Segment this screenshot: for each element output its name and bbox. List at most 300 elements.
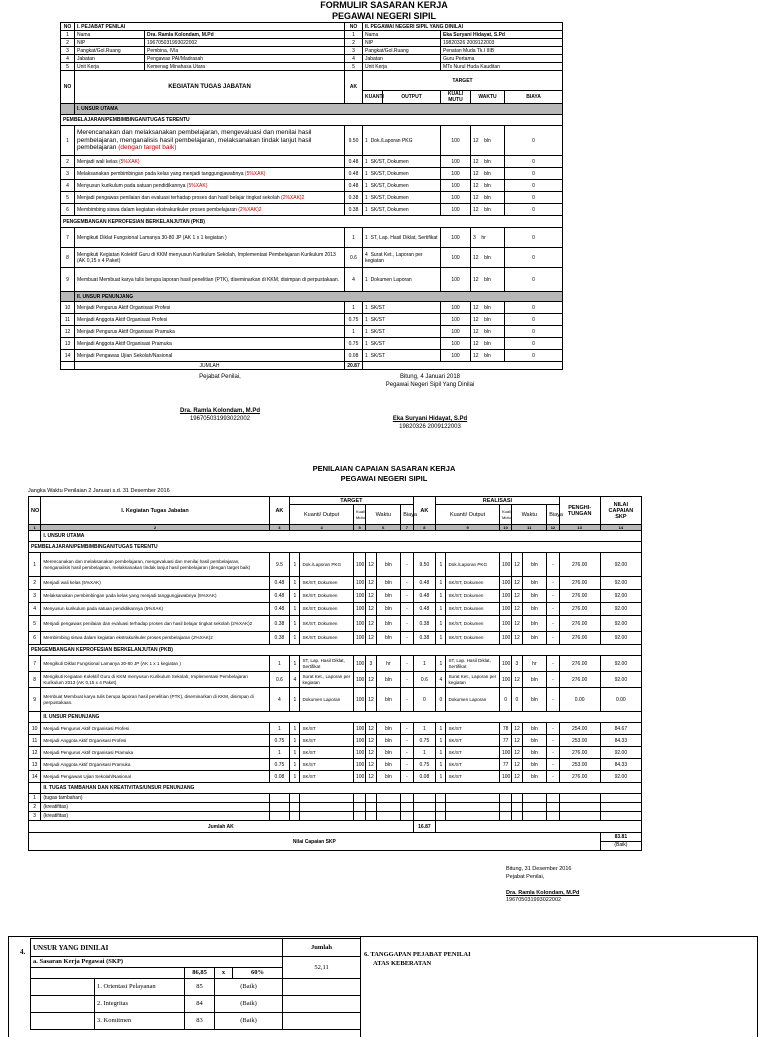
signature-right-name: Eka Suryani Hidayat, S.Pd [392, 416, 468, 422]
penilaian-rb: - [547, 590, 559, 603]
penilaian-subtitle: PEGAWAI NEGERI SIPIL [340, 474, 428, 483]
penilaian-row [29, 632, 642, 645]
task-kegiatan [75, 228, 345, 248]
task-mutu: 100 [441, 156, 471, 168]
penilaian-rwu: bln [522, 723, 547, 735]
pegawai-value: MTs Nurul Huda Kauditan [441, 63, 563, 71]
penilaian-o: SK/ST, Dokumen [300, 577, 353, 590]
penilaian-rwu: bln [522, 688, 547, 712]
penilaian-rm: 100 [499, 672, 511, 688]
task-no: 10 [61, 302, 75, 314]
penilaian-rb: - [547, 656, 559, 672]
task-waktu [471, 228, 505, 248]
extra-empty [376, 803, 401, 812]
penilaian-m: 100 [353, 735, 365, 747]
penilaian-p: 254.00 [559, 723, 600, 735]
penilaian-rwu: bln [522, 553, 547, 577]
unsur-item-value: 85 [185, 979, 215, 996]
task-no: 12 [61, 326, 75, 338]
extra-empty [446, 803, 499, 812]
task-row [61, 314, 563, 326]
task-waktu-unit: bln [484, 304, 491, 311]
penilaian-rq: 1 [436, 603, 446, 616]
penilaian-ro: Surat Ket., Laporan per kegiatan [446, 672, 499, 688]
penilaian-o: SK/ST [300, 771, 353, 783]
penilaian-w: 12 [366, 735, 376, 747]
col-kuanti: KUANTI [363, 91, 383, 104]
extra-empty [499, 803, 511, 812]
task-biaya: 0 [505, 180, 563, 192]
signature-right-date: Bitung, 4 Januari 2018 [399, 374, 461, 380]
identity-row [61, 55, 563, 63]
penilaian-w: 12 [366, 632, 376, 645]
pejabat-value: Kemenag Minahasa Utara [145, 63, 345, 71]
extra-empty [547, 794, 559, 803]
unsur-item-grade: (Baik) [215, 1013, 283, 1030]
penilaian-rw: 12 [512, 632, 522, 645]
pejabat-value: Pembina, IVla [145, 47, 345, 55]
task-waktu [471, 302, 505, 314]
penilaian-k: Mengikuti Diklat Fungsional Lamanya 30-80 JP (AK 1 x 1 kegiatan ) [41, 656, 269, 672]
penilaian-wu: bln [376, 632, 401, 645]
task-ak: 9.50 [345, 126, 363, 156]
penilaian-m: 100 [353, 632, 365, 645]
task-row [61, 302, 563, 314]
penilaian-rwu: bln [522, 577, 547, 590]
penilaian-rb: - [547, 688, 559, 712]
penilaian-ro: SK/ST, Dokumen [446, 616, 499, 632]
penilaian-m: 100 [353, 747, 365, 759]
penilaian-m: 100 [353, 577, 365, 590]
penilaian-row [29, 747, 642, 759]
penilaian-ak: 1 [269, 723, 290, 735]
penilaian-k: Merencanakan dan melaksanakan pembelajaran, mengevaluasi dan menilai hasil pembelajaran, menganalisis hasil pembelajaran, melaksanakan tindak lanjut hasil pembelajaran (dengan target baik) [41, 553, 269, 577]
penilaian-o: SK/ST, Dokumen [300, 603, 353, 616]
col-target: TARGET [363, 71, 563, 91]
penilaian-ro: ST, Lap. Hasil Diklat, Sertifikat [446, 656, 499, 672]
task-row [61, 350, 563, 362]
task-waktu-value: 12 [473, 276, 479, 283]
extra-no: 2 [29, 803, 41, 812]
penilaian-rw: 12 [512, 723, 522, 735]
penilaian-rb: - [547, 672, 559, 688]
identity-row [61, 63, 563, 71]
extra-empty [559, 812, 600, 821]
penilaian-rw: 12 [512, 672, 522, 688]
extra-empty [401, 812, 413, 821]
penilaian-no: 10 [29, 723, 41, 735]
unsur-item-grade: (Baik) [215, 996, 283, 1013]
penilaian-p: 0.00 [559, 688, 600, 712]
penilaian-no: 4 [29, 603, 41, 616]
task-waktu [471, 248, 505, 268]
extra-empty [559, 803, 600, 812]
extra-row [29, 812, 642, 821]
p-header-no: NO [29, 497, 41, 525]
signature-left-nip: 196705031993022002 [189, 416, 251, 422]
task-biaya: 0 [505, 192, 563, 204]
p-sig-nip: 196705031993022002 [506, 897, 562, 903]
col-mutu: KUALI MUTU [441, 91, 471, 104]
penilaian-rwu: bln [522, 747, 547, 759]
task-kegiatan-text: Menjadi pengawas penilaian dan evaluasi terhadap proses dan hasil belajar tingkat sekolah [77, 194, 280, 201]
penilaian-row [29, 603, 642, 616]
penilaian-title: PENILAIAN CAPAIAN SASARAN KERJA [312, 464, 456, 473]
penilaian-p: 276.00 [559, 656, 600, 672]
column-number: 12 [547, 525, 559, 531]
penilaian-row [29, 656, 642, 672]
task-kegiatan-text: Menjadi wali kelas [77, 158, 118, 165]
penilaian-ak: 0.75 [269, 759, 290, 771]
task-no: 7 [61, 228, 75, 248]
task-ak-note: (5%XAK) [244, 170, 266, 177]
penilaian-b: - [401, 577, 413, 590]
task-row [61, 228, 563, 248]
penilaian-rwu: bln [522, 672, 547, 688]
jumlah-label: JUMLAH [75, 362, 345, 370]
p-nilai-grade: (Baik) [614, 842, 628, 848]
extra-label: (tugas tambahan) [41, 794, 269, 803]
penilaian-rwu: bln [522, 735, 547, 747]
p-header-ak: AK [269, 497, 290, 525]
task-waktu-unit: bln [484, 170, 491, 177]
penilaian-ro: Dokumen Laporan [446, 688, 499, 712]
penilaian-q: 1 [290, 590, 300, 603]
task-biaya: 0 [505, 326, 563, 338]
p-header-kegiatan: I. Kegiatan Tugas Jabatan [41, 497, 269, 525]
task-waktu-unit: bln [484, 276, 491, 283]
p-sig-date: Bitung, 31 Desember 2016 [506, 866, 572, 872]
penilaian-k: Menjadi pengawas penilaian dan evaluasi terhadap proses dan hasil belajar tingkat sekolah (2%XAK)2 [41, 616, 269, 632]
task-kegiatan [75, 338, 345, 350]
penilaian-rm: 100 [499, 632, 511, 645]
extra-empty [512, 803, 522, 812]
pegawai-no: 2 [345, 39, 363, 47]
task-ak: 0.6 [345, 248, 363, 268]
penilaian-p: 276.00 [559, 672, 600, 688]
penilaian-q: 1 [290, 759, 300, 771]
task-biaya: 0 [505, 268, 563, 292]
penilaian-n: 92.00 [600, 603, 641, 616]
penilaian-rak: 0 [413, 688, 436, 712]
task-no: 3 [61, 168, 75, 180]
penilaian-no: 5 [29, 616, 41, 632]
pejabat-label: Pangkat/Gol.Ruang [75, 47, 145, 55]
task-waktu [471, 326, 505, 338]
header-no: NO [61, 23, 75, 31]
task-waktu [471, 126, 505, 156]
task-row [61, 326, 563, 338]
penilaian-rw: 12 [512, 616, 522, 632]
penilaian-w: 12 [366, 759, 376, 771]
task-no: 5 [61, 192, 75, 204]
task-waktu-value: 12 [473, 328, 479, 335]
extra-empty [522, 803, 547, 812]
task-ak: 1 [345, 302, 363, 314]
section-unsur-utama: I. UNSUR UTAMA [75, 104, 563, 115]
pegawai-label: NIP [363, 39, 441, 47]
penilaian-w: 12 [366, 771, 376, 783]
penilaian-wu: bln [376, 723, 401, 735]
task-kegiatan [75, 180, 345, 192]
penilaian-ak: 0.48 [269, 577, 290, 590]
extra-empty [600, 812, 641, 821]
column-number: 6 [366, 525, 401, 531]
penilaian-n: 84.67 [600, 723, 641, 735]
tanggapan-box [360, 936, 758, 1037]
task-no: 4 [61, 180, 75, 192]
p-header-nilai: NILAI CAPAIAN SKP [600, 497, 641, 525]
column-number: 4 [290, 525, 354, 531]
penilaian-p: 276.00 [559, 553, 600, 577]
penilaian-ak: 0.08 [269, 771, 290, 783]
penilaian-b: - [401, 688, 413, 712]
penilaian-k: Menjadi Pengurus Aktif Organisasi Profesi [41, 723, 269, 735]
penilaian-rw: 12 [512, 747, 522, 759]
task-mutu: 100 [441, 168, 471, 180]
penilaian-w: 3 [366, 656, 376, 672]
signature-left-title: Pejabat Penilai, [199, 374, 241, 380]
extra-no: 1 [29, 794, 41, 803]
penilaian-n: 92.00 [600, 577, 641, 590]
unsur-item-label: 3. Komitmen [95, 1013, 185, 1030]
task-row [61, 338, 563, 350]
penilaian-b: - [401, 771, 413, 783]
identity-row [61, 31, 563, 39]
penilaian-k: Menjadi Pengawas Ujian Sekolah/Nasional [41, 771, 269, 783]
penilaian-rq: 1 [436, 759, 446, 771]
penilaian-n: 92.00 [600, 632, 641, 645]
penilaian-k: Menyusun kurikulum pada satuan pendidikannya (5%XAK) [41, 603, 269, 616]
task-biaya: 0 [505, 302, 563, 314]
penilaian-no: 12 [29, 747, 41, 759]
col-kegiatan: KEGIATAN TUGAS JABATAN [75, 71, 345, 104]
task-no: 8 [61, 248, 75, 268]
header-pejabat: I. PEJABAT PENILAI [75, 23, 345, 31]
task-output-text: SK/ST, Dokumen [370, 158, 409, 165]
p-header-penghitungan: PENGHI-TUNGAN [559, 497, 600, 525]
task-waktu-value: 12 [473, 182, 479, 189]
p-header-mutu: Kual/ Mutu [353, 505, 365, 525]
penilaian-rwu: bln [522, 759, 547, 771]
penilaian-ak: 1 [269, 747, 290, 759]
extra-empty [547, 812, 559, 821]
task-no: 13 [61, 338, 75, 350]
pejabat-no: 3 [61, 47, 75, 55]
task-quantity: 1 [365, 170, 368, 177]
penilaian-no: 6 [29, 632, 41, 645]
task-ak: 4 [345, 268, 363, 292]
penilaian-b: - [401, 759, 413, 771]
penilaian-rq: 1 [436, 723, 446, 735]
unsur-jumlah: Jumlah [283, 939, 361, 957]
task-ak: 0.48 [345, 156, 363, 168]
task-kegiatan [75, 156, 345, 168]
penilaian-ak: 0.38 [269, 632, 290, 645]
extra-empty [413, 794, 436, 803]
pejabat-label: Nama [75, 31, 145, 39]
penilaian-m: 100 [353, 688, 365, 712]
penilaian-row [29, 723, 642, 735]
penilaian-b: - [401, 590, 413, 603]
task-row [61, 180, 563, 192]
penilaian-k: Membimbing siswa dalam kegiatan ekstrakurikuler proses pembelajaran (2%XAK)2 [41, 632, 269, 645]
column-number: 10 [499, 525, 511, 531]
section-pembelajaran: PEMBELAJARAN/PEMBIMBINGAN/TUGAS TERENTU [61, 115, 563, 126]
extra-empty [353, 794, 365, 803]
task-mutu: 100 [441, 126, 471, 156]
penilaian-ro: SK/ST [446, 747, 499, 759]
formulir-table [60, 22, 563, 370]
penilaian-no: 14 [29, 771, 41, 783]
penilaian-p: 253.00 [559, 735, 600, 747]
penilaian-b: - [401, 672, 413, 688]
penilaian-rb: - [547, 632, 559, 645]
p-header-biaya-2: Biaya [547, 505, 559, 525]
task-row [61, 248, 563, 268]
penilaian-no: 3 [29, 590, 41, 603]
task-quantity: 1 [365, 316, 368, 323]
p-header-waktu: Waktu [366, 505, 401, 525]
pegawai-no: 3 [345, 47, 363, 55]
p-header-biaya: Biaya [401, 505, 413, 525]
penilaian-m: 100 [353, 771, 365, 783]
pegawai-no: 1 [345, 31, 363, 39]
penilaian-n: 92.00 [600, 771, 641, 783]
unsur-item-jumlah [283, 996, 361, 1013]
task-ak-note: (5%XAK) [186, 182, 208, 189]
task-no: 6 [61, 204, 75, 216]
penilaian-rak: 0.48 [413, 577, 436, 590]
task-output-text: SK/ST, Dokumen [370, 206, 409, 213]
unsur-item-blank [31, 996, 95, 1013]
penilaian-n: 84.33 [600, 759, 641, 771]
signature-right-title: Pegawai Negeri Sipil Yang Dinilai [385, 382, 475, 388]
task-kegiatan-text: Menjadi Anggota Aktif Organisasi Pramuka [77, 340, 172, 347]
penilaian-m: 100 [353, 656, 365, 672]
column-number: 13 [559, 525, 600, 531]
penilaian-wu: bln [376, 553, 401, 577]
unsur-title: UNSUR YANG DINILAI [31, 939, 283, 957]
p-jumlah-label: Jumlah AK [29, 821, 414, 833]
task-output [363, 268, 441, 292]
task-quantity: 1 [365, 158, 368, 165]
p-header-realisasi: REALISASI [436, 497, 559, 505]
penilaian-rwu: bln [522, 590, 547, 603]
unsur-item-blank [31, 979, 95, 996]
penilaian-rq: 1 [436, 771, 446, 783]
task-ak: 0.75 [345, 338, 363, 350]
penilaian-row [29, 771, 642, 783]
task-row [61, 204, 563, 216]
task-output [363, 192, 441, 204]
penilaian-o: SK/ST [300, 759, 353, 771]
p-nilai-value: 83.81 [601, 834, 641, 842]
penilaian-rwu: hr [522, 656, 547, 672]
extra-empty [300, 803, 353, 812]
penilaian-ro: SK/ST [446, 759, 499, 771]
task-ak: 1 [345, 228, 363, 248]
penilaian-b: - [401, 747, 413, 759]
section-pkb: PENGEMBANGAN KEPROFESIAN BERKELANJUTAN (PKB) [61, 216, 563, 228]
extra-empty [366, 803, 376, 812]
unsur-no: 4. [20, 948, 26, 956]
task-row [61, 192, 563, 204]
penilaian-q: 1 [290, 735, 300, 747]
task-quantity: 1 [365, 340, 368, 347]
penilaian-k: Menjadi Anggota Aktif Organisasi Pramuka [41, 759, 269, 771]
task-kegiatan-text: Mengikuti Kegiatan Kolektif Guru di KKM menyusun Kurikulum Sekolah, Implementasi Pembelajaran Kurikulum 2013 (AK 0,15 x 4 Paket) [77, 251, 336, 264]
unsur-item-value: 84 [185, 996, 215, 1013]
penilaian-k: Menjadi Anggota Aktif Organisasi Profesi [41, 735, 269, 747]
signature-right-nip: 19820326 2009122003 [399, 424, 461, 430]
penilaian-no: 7 [29, 656, 41, 672]
penilaian-wu: bln [376, 771, 401, 783]
penilaian-rak: 0.75 [413, 759, 436, 771]
penilaian-rw: 12 [512, 603, 522, 616]
task-output [363, 204, 441, 216]
extra-empty [446, 812, 499, 821]
task-mutu: 100 [441, 248, 471, 268]
penilaian-rq: 1 [436, 735, 446, 747]
task-no: 14 [61, 350, 75, 362]
task-kegiatan-text: Membuat Membuat karya tulis berupa laporan hasil penelitian (PTK), diseminarkan di KKM, disimpan di perpustakaan. [77, 276, 340, 283]
penilaian-rak: 0.6 [413, 672, 436, 688]
penilaian-wu: bln [376, 616, 401, 632]
penilaian-b: - [401, 553, 413, 577]
task-quantity: 1 [365, 137, 368, 144]
penilaian-rw: 12 [512, 735, 522, 747]
task-ak: 0.08 [345, 350, 363, 362]
task-output [363, 338, 441, 350]
penilaian-no: 8 [29, 672, 41, 688]
extra-empty [522, 794, 547, 803]
identity-row [61, 39, 563, 47]
penilaian-w: 12 [366, 603, 376, 616]
extra-empty [353, 803, 365, 812]
penilaian-m: 100 [353, 672, 365, 688]
task-ak-note: (2%XAK)2 [238, 206, 262, 213]
task-kegiatan [75, 302, 345, 314]
penilaian-no: 9 [29, 688, 41, 712]
task-output [363, 168, 441, 180]
p-header-waktu-2: Waktu [512, 505, 547, 525]
penilaian-no: 13 [29, 759, 41, 771]
penilaian-rwu: bln [522, 616, 547, 632]
penilaian-q: 4 [290, 672, 300, 688]
column-number: 3 [269, 525, 290, 531]
task-waktu [471, 268, 505, 292]
header-pegawai: II. PEGAWAI NEGERI SIPIL YANG DINILAI [363, 23, 563, 31]
pegawai-value: Guru Pertama [441, 55, 563, 63]
penilaian-rb: - [547, 577, 559, 590]
penilaian-rm: 100 [499, 577, 511, 590]
column-number: 5 [353, 525, 365, 531]
task-kegiatan-text: Menjadi Pengawas Ujian Sekolah/Nasional [77, 352, 173, 359]
penilaian-row [29, 688, 642, 712]
penilaian-o: Surat Ket., Laporan per kegiatan [300, 672, 353, 688]
extra-empty [446, 794, 499, 803]
penilaian-b: - [401, 735, 413, 747]
penilaian-rb: - [547, 723, 559, 735]
penilaian-p: 276.00 [559, 603, 600, 616]
penilaian-q: 1 [290, 771, 300, 783]
penilaian-o: Dokumen Laporan [300, 688, 353, 712]
penilaian-q: 1 [290, 616, 300, 632]
penilaian-rak: 1 [413, 656, 436, 672]
pejabat-value: 196705031993022002 [145, 39, 345, 47]
penilaian-n: 92.00 [600, 656, 641, 672]
